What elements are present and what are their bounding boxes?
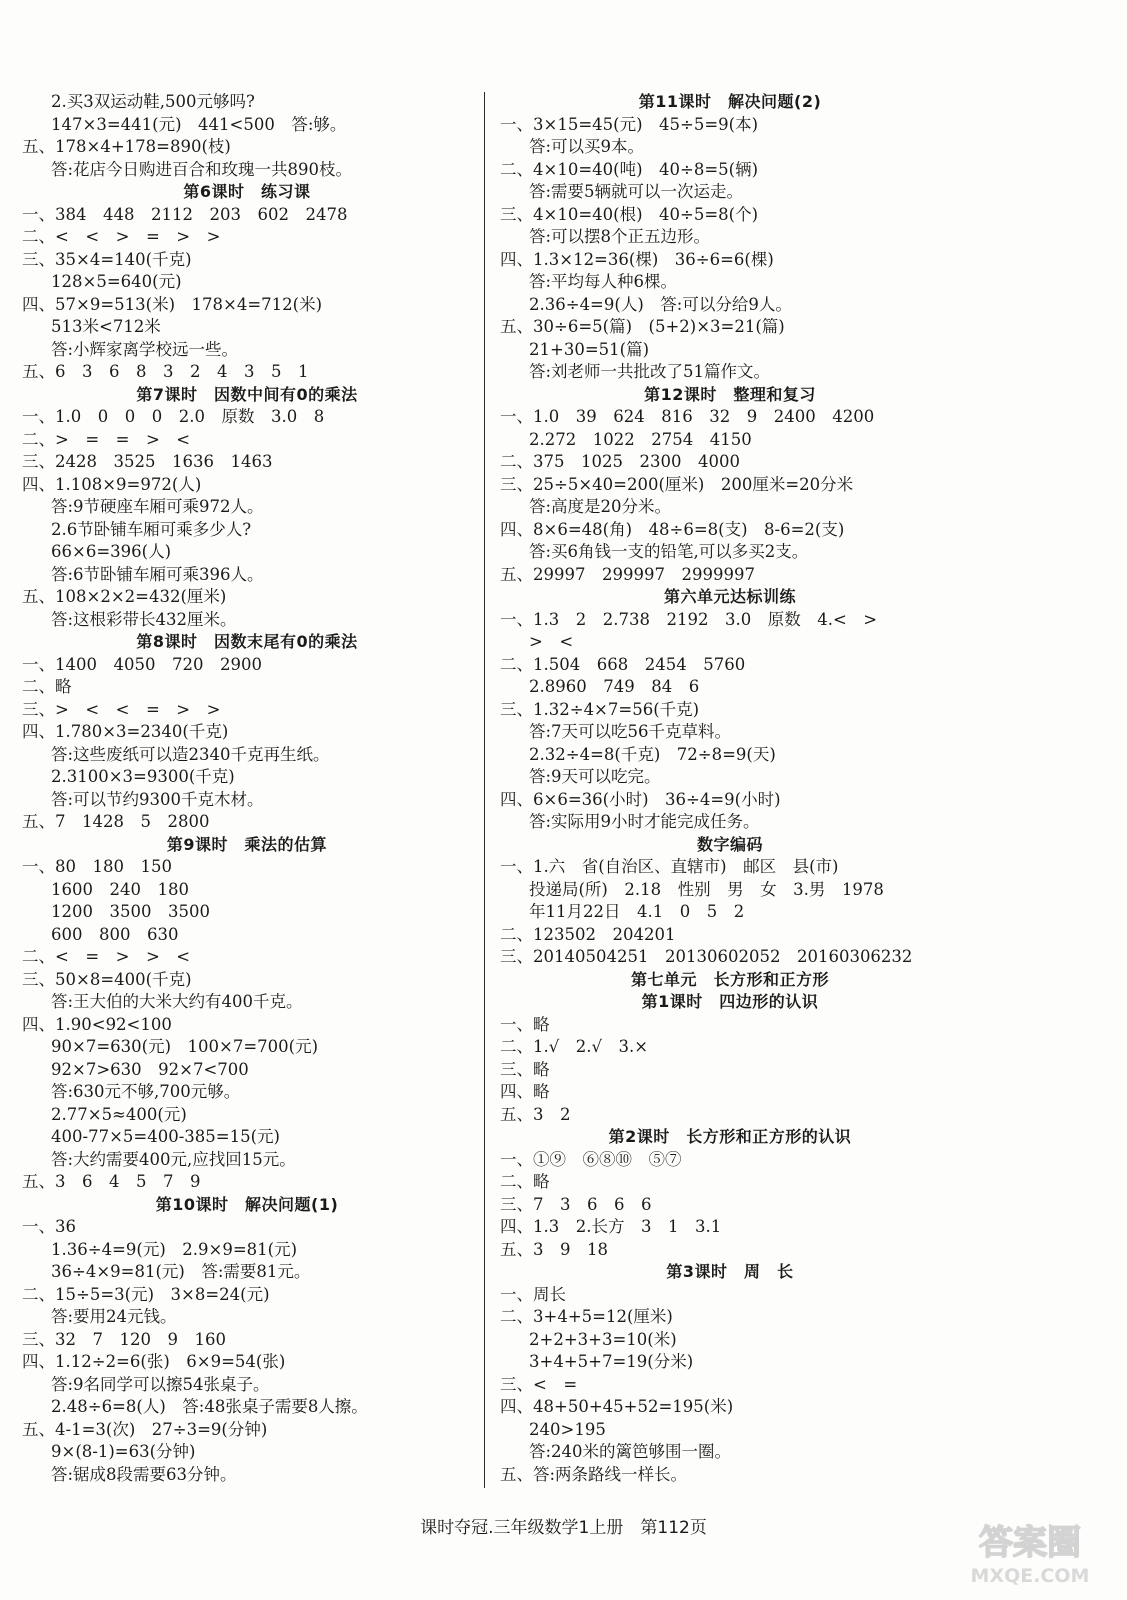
left-answer-line: 四、1.90<92<100 — [22, 1014, 172, 1034]
left-answer-line: 66×6=396(人) — [51, 542, 172, 561]
right-answer-line: 一、3×15=45(元) 45÷5=9(本) — [500, 114, 759, 134]
left-answer-line: 答:9节硬座车厢可乘972人。 — [51, 497, 264, 516]
left-answer-line: 答:630元不够,700元够。 — [51, 1082, 241, 1101]
right-section-heading: 第11课时 解决问题(2) — [638, 92, 822, 111]
left-answer-line: 四、1.108×9=972(人) — [22, 474, 202, 494]
right-answer-line: 3+4+5+7=19(分米) — [529, 1352, 694, 1371]
right-answer-line: 2+2+3+3=10(米) — [529, 1329, 677, 1349]
right-answer-line: 四、1.3 2.长方 3 1 3.1 — [500, 1217, 722, 1236]
right-section-heading: 第1课时 四边形的认识 — [641, 992, 819, 1011]
left-answer-line: 二、> = = > < — [22, 429, 191, 449]
left-section-heading: 第7课时 因数中间有0的乘法 — [136, 384, 358, 404]
right-column — [500, 91, 960, 1486]
right-answer-line: 答:实际用9小时才能完成任务。 — [529, 812, 760, 831]
left-answer-line: 五、178×4+178=890(枝) — [22, 137, 231, 156]
right-answer-line: 240>195 — [529, 1419, 606, 1439]
left-answer-line: 二、略 — [22, 677, 72, 696]
right-answer-line: 二、375 1025 2300 4000 — [500, 452, 740, 471]
left-answer-line: 五、4-1=3(次) 27÷3=9(分钟) — [22, 1419, 268, 1439]
right-answer-line: 一、1.3 2 2.738 2192 3.0 原数 4.< > — [500, 609, 878, 629]
left-section-heading: 第10课时 解决问题(1) — [155, 1194, 339, 1214]
left-answer-line: 二、< = > > < — [22, 947, 191, 966]
right-answer-line: 2.32÷4=8(千克) 72÷8=9(天) — [529, 744, 776, 764]
left-answer-line: 513米<712米 — [51, 317, 161, 336]
right-answer-line: 四、1.3×12=36(棵) 36÷6=6(棵) — [500, 249, 774, 269]
right-answer-line: 三、7 3 6 6 6 — [500, 1194, 652, 1214]
right-answer-line: 三、1.32÷4×7=56(千克) — [500, 699, 700, 719]
right-answer-line: 五、29997 299997 2999997 — [500, 564, 755, 584]
left-answer-line: 147×3=441(元) 441<500 答:够。 — [51, 114, 347, 134]
left-answer-line: 五、3 6 4 5 7 9 — [22, 1172, 201, 1191]
left-answer-line: 一、384 448 2112 203 602 2478 — [22, 204, 348, 224]
left-answer-line: 四、57×9=513(米) 178×4=712(米) — [22, 294, 323, 314]
right-answer-line: 答:240米的篱笆够围一圈。 — [529, 1442, 732, 1461]
right-answer-line: 二、1.√ 2.√ 3.× — [500, 1037, 649, 1056]
left-answer-line: 三、50×8=400(千克) — [22, 969, 192, 989]
right-answer-line: 五、3 2 — [500, 1104, 571, 1124]
left-answer-line: 1.36÷4=9(元) 2.9×9=81(元) — [51, 1239, 298, 1259]
right-answer-line: 一、1.0 39 624 816 32 9 2400 4200 — [500, 407, 875, 426]
left-answer-line: 600 800 630 — [51, 924, 179, 944]
left-answer-line: 三、32 7 120 9 160 — [22, 1329, 226, 1349]
left-answer-line: 答:王大伯的大米大约有400千克。 — [51, 992, 303, 1011]
right-answer-line: 三、< = — [500, 1374, 578, 1394]
right-answer-line: 二、4×10=40(吨) 40÷8=5(辆) — [500, 159, 759, 179]
right-answer-line: 答:7天可以吃56千克草料。 — [529, 722, 732, 741]
right-answer-line: 四、略 — [500, 1082, 550, 1101]
right-answer-line: 答:买6角钱一支的铅笔,可以多买2支。 — [529, 542, 809, 561]
right-answer-line: 三、25÷5×40=200(厘米) 200厘米=20分米 — [500, 474, 854, 494]
page-footer: 课时夺冠.三年级数学1上册 第112页 — [420, 1518, 707, 1538]
column-divider — [484, 92, 485, 1488]
right-answer-line: 投递局(所) 2.18 性别 男 女 3.男 1978 — [529, 879, 884, 899]
left-answer-line: 答:大约需要400元,应找回15元。 — [51, 1149, 296, 1169]
right-answer-line: 答:刘老师一共批改了51篇作文。 — [529, 362, 771, 381]
right-answer-line: 2.36÷4=9(人) 答:可以分给9人。 — [529, 294, 792, 314]
right-answer-line: 五、答:两条路线一样长。 — [500, 1464, 688, 1484]
left-answer-line: 400-77×5=400-385=15(元) — [51, 1127, 280, 1146]
watermark-bottom-text: MXQE.COM — [970, 1565, 1090, 1587]
left-answer-line: 答:可以节约9300千克木材。 — [51, 789, 264, 809]
right-answer-line: 四、48+50+45+52=195(米) — [500, 1397, 734, 1416]
right-answer-line: 年11月22日 4.1 0 5 2 — [529, 902, 745, 921]
right-answer-line: 三、20140504251 20130602052 20160306232 — [500, 947, 913, 966]
watermark-logo — [955, 1518, 1105, 1590]
left-answer-line: 答:6节卧铺车厢可乘396人。 — [51, 564, 264, 584]
left-answer-line: 1600 240 180 — [51, 879, 189, 899]
left-answer-line: 三、> < < = > > — [22, 699, 221, 719]
left-answer-line: 一、1400 4050 720 2900 — [22, 654, 262, 674]
left-answer-line: 答:这些废纸可以造2340千克再生纸。 — [51, 744, 330, 764]
left-section-heading: 第8课时 因数末尾有0的乘法 — [136, 632, 358, 651]
right-answer-line: 五、30÷6=5(篇) (5+2)×3=21(篇) — [500, 317, 785, 336]
left-answer-line: 一、36 — [22, 1217, 76, 1236]
left-answer-line: 答:锯成8段需要63分钟。 — [51, 1464, 237, 1484]
left-answer-line: 五、6 3 6 8 3 2 4 3 5 1 — [22, 362, 309, 381]
right-answer-line: 答:高度是20分米。 — [529, 497, 672, 516]
right-section-heading: 第2课时 长方形和正方形的认识 — [608, 1127, 852, 1146]
right-answer-line: 答:平均每人种6棵。 — [529, 272, 678, 291]
left-answer-line: 二、15÷5=3(元) 3×8=24(元) — [22, 1284, 270, 1304]
right-answer-line: 二、123502 204201 — [500, 924, 676, 944]
right-section-heading: 数字编码 — [696, 834, 763, 854]
left-answer-line: 答:小辉家离学校远一些。 — [51, 339, 239, 359]
left-answer-line: 2.买3双运动鞋,500元够吗? — [51, 92, 255, 111]
left-answer-line: 36÷4×9=81(元) 答:需要81元。 — [51, 1262, 311, 1281]
left-section-heading: 第6课时 练习课 — [183, 182, 311, 201]
left-answer-line: 五、7 1428 5 2800 — [22, 812, 210, 831]
right-section-heading: 第七单元 长方形和正方形 — [630, 969, 829, 989]
right-answer-line: 21+30=51(篇) — [529, 339, 650, 359]
left-answer-line: 一、1.0 0 0 0 2.0 原数 3.0 8 — [22, 407, 325, 426]
left-answer-line: 五、108×2×2=432(厘米) — [22, 587, 227, 606]
left-answer-line: 答:要用24元钱。 — [51, 1307, 177, 1326]
right-answer-line: 二、略 — [500, 1172, 550, 1191]
right-section-heading: 第12课时 整理和复习 — [644, 384, 816, 404]
right-answer-line: 2.272 1022 2754 4150 — [529, 429, 752, 449]
right-answer-line: 一、周长 — [500, 1284, 566, 1304]
right-answer-line: 四、6×6=36(小时) 36÷4=9(小时) — [500, 789, 781, 809]
left-answer-line: 1200 3500 3500 — [51, 902, 210, 921]
left-section-heading: 第9课时 乘法的估算 — [166, 834, 328, 854]
right-answer-line: 二、3+4+5=12(厘米) — [500, 1307, 673, 1326]
watermark-top-text: 答案圈 — [979, 1523, 1081, 1563]
left-answer-line: 2.6节卧铺车厢可乘多少人? — [51, 519, 252, 539]
right-answer-line: 答:9天可以吃完。 — [529, 767, 661, 786]
left-answer-line: 92×7>630 92×7<700 — [51, 1059, 249, 1079]
left-answer-line: 三、2428 3525 1636 1463 — [22, 452, 273, 471]
right-answer-line: 五、3 9 18 — [500, 1239, 608, 1259]
left-answer-line: 2.77×5≈400(元) — [51, 1104, 187, 1124]
left-answer-line: 90×7=630(元) 100×7=700(元) — [51, 1037, 319, 1056]
left-answer-line: 四、1.12÷2=6(张) 6×9=54(张) — [22, 1352, 286, 1371]
right-section-heading: 第六单元达标训练 — [663, 587, 796, 606]
left-answer-line: 二、< < > = > > — [22, 227, 221, 246]
right-answer-line: 一、略 — [500, 1014, 550, 1034]
left-answer-line: 四、1.780×3=2340(千克) — [22, 722, 229, 741]
right-answer-line: 一、①⑨ ⑥⑧⑩ ⑤⑦ — [500, 1149, 682, 1169]
left-answer-line: 2.3100×3=9300(千克) — [51, 767, 235, 786]
right-answer-line: 三、4×10=40(根) 40÷5=8(个) — [500, 204, 759, 224]
left-answer-line: 一、80 180 150 — [22, 857, 172, 876]
left-answer-line: 三、35×4=140(千克) — [22, 249, 192, 269]
right-answer-line: 答:需要5辆就可以一次运走。 — [529, 182, 744, 201]
left-answer-line: 答:9名同学可以擦54张桌子。 — [51, 1374, 270, 1394]
right-answer-line: 四、8×6=48(角) 48÷6=8(支) 8-6=2(支) — [500, 519, 845, 539]
right-answer-line: 二、1.504 668 2454 5760 — [500, 654, 746, 674]
right-answer-line: 答:可以摆8个正五边形。 — [529, 227, 711, 246]
left-answer-line: 2.48÷6=8(人) 答:48张桌子需要8人擦。 — [51, 1397, 368, 1416]
right-answer-line: 一、1.六 省(自治区、直辖市) 邮区 县(市) — [500, 857, 839, 876]
right-answer-line: 三、略 — [500, 1059, 550, 1079]
right-section-heading: 第3课时 周 长 — [666, 1262, 794, 1281]
left-answer-line: 9×(8-1)=63(分钟) — [51, 1442, 196, 1461]
right-answer-line: > < — [529, 632, 574, 651]
right-answer-line: 2.8960 749 84 6 — [529, 677, 700, 696]
left-answer-line: 答:花店今日购进百合和玫瑰一共890枝。 — [51, 159, 353, 179]
right-answer-line: 答:可以买9本。 — [529, 137, 645, 156]
left-column — [22, 91, 472, 1486]
left-answer-line: 128×5=640(元) — [51, 272, 182, 291]
left-answer-line: 答:这根彩带长432厘米。 — [51, 609, 237, 629]
